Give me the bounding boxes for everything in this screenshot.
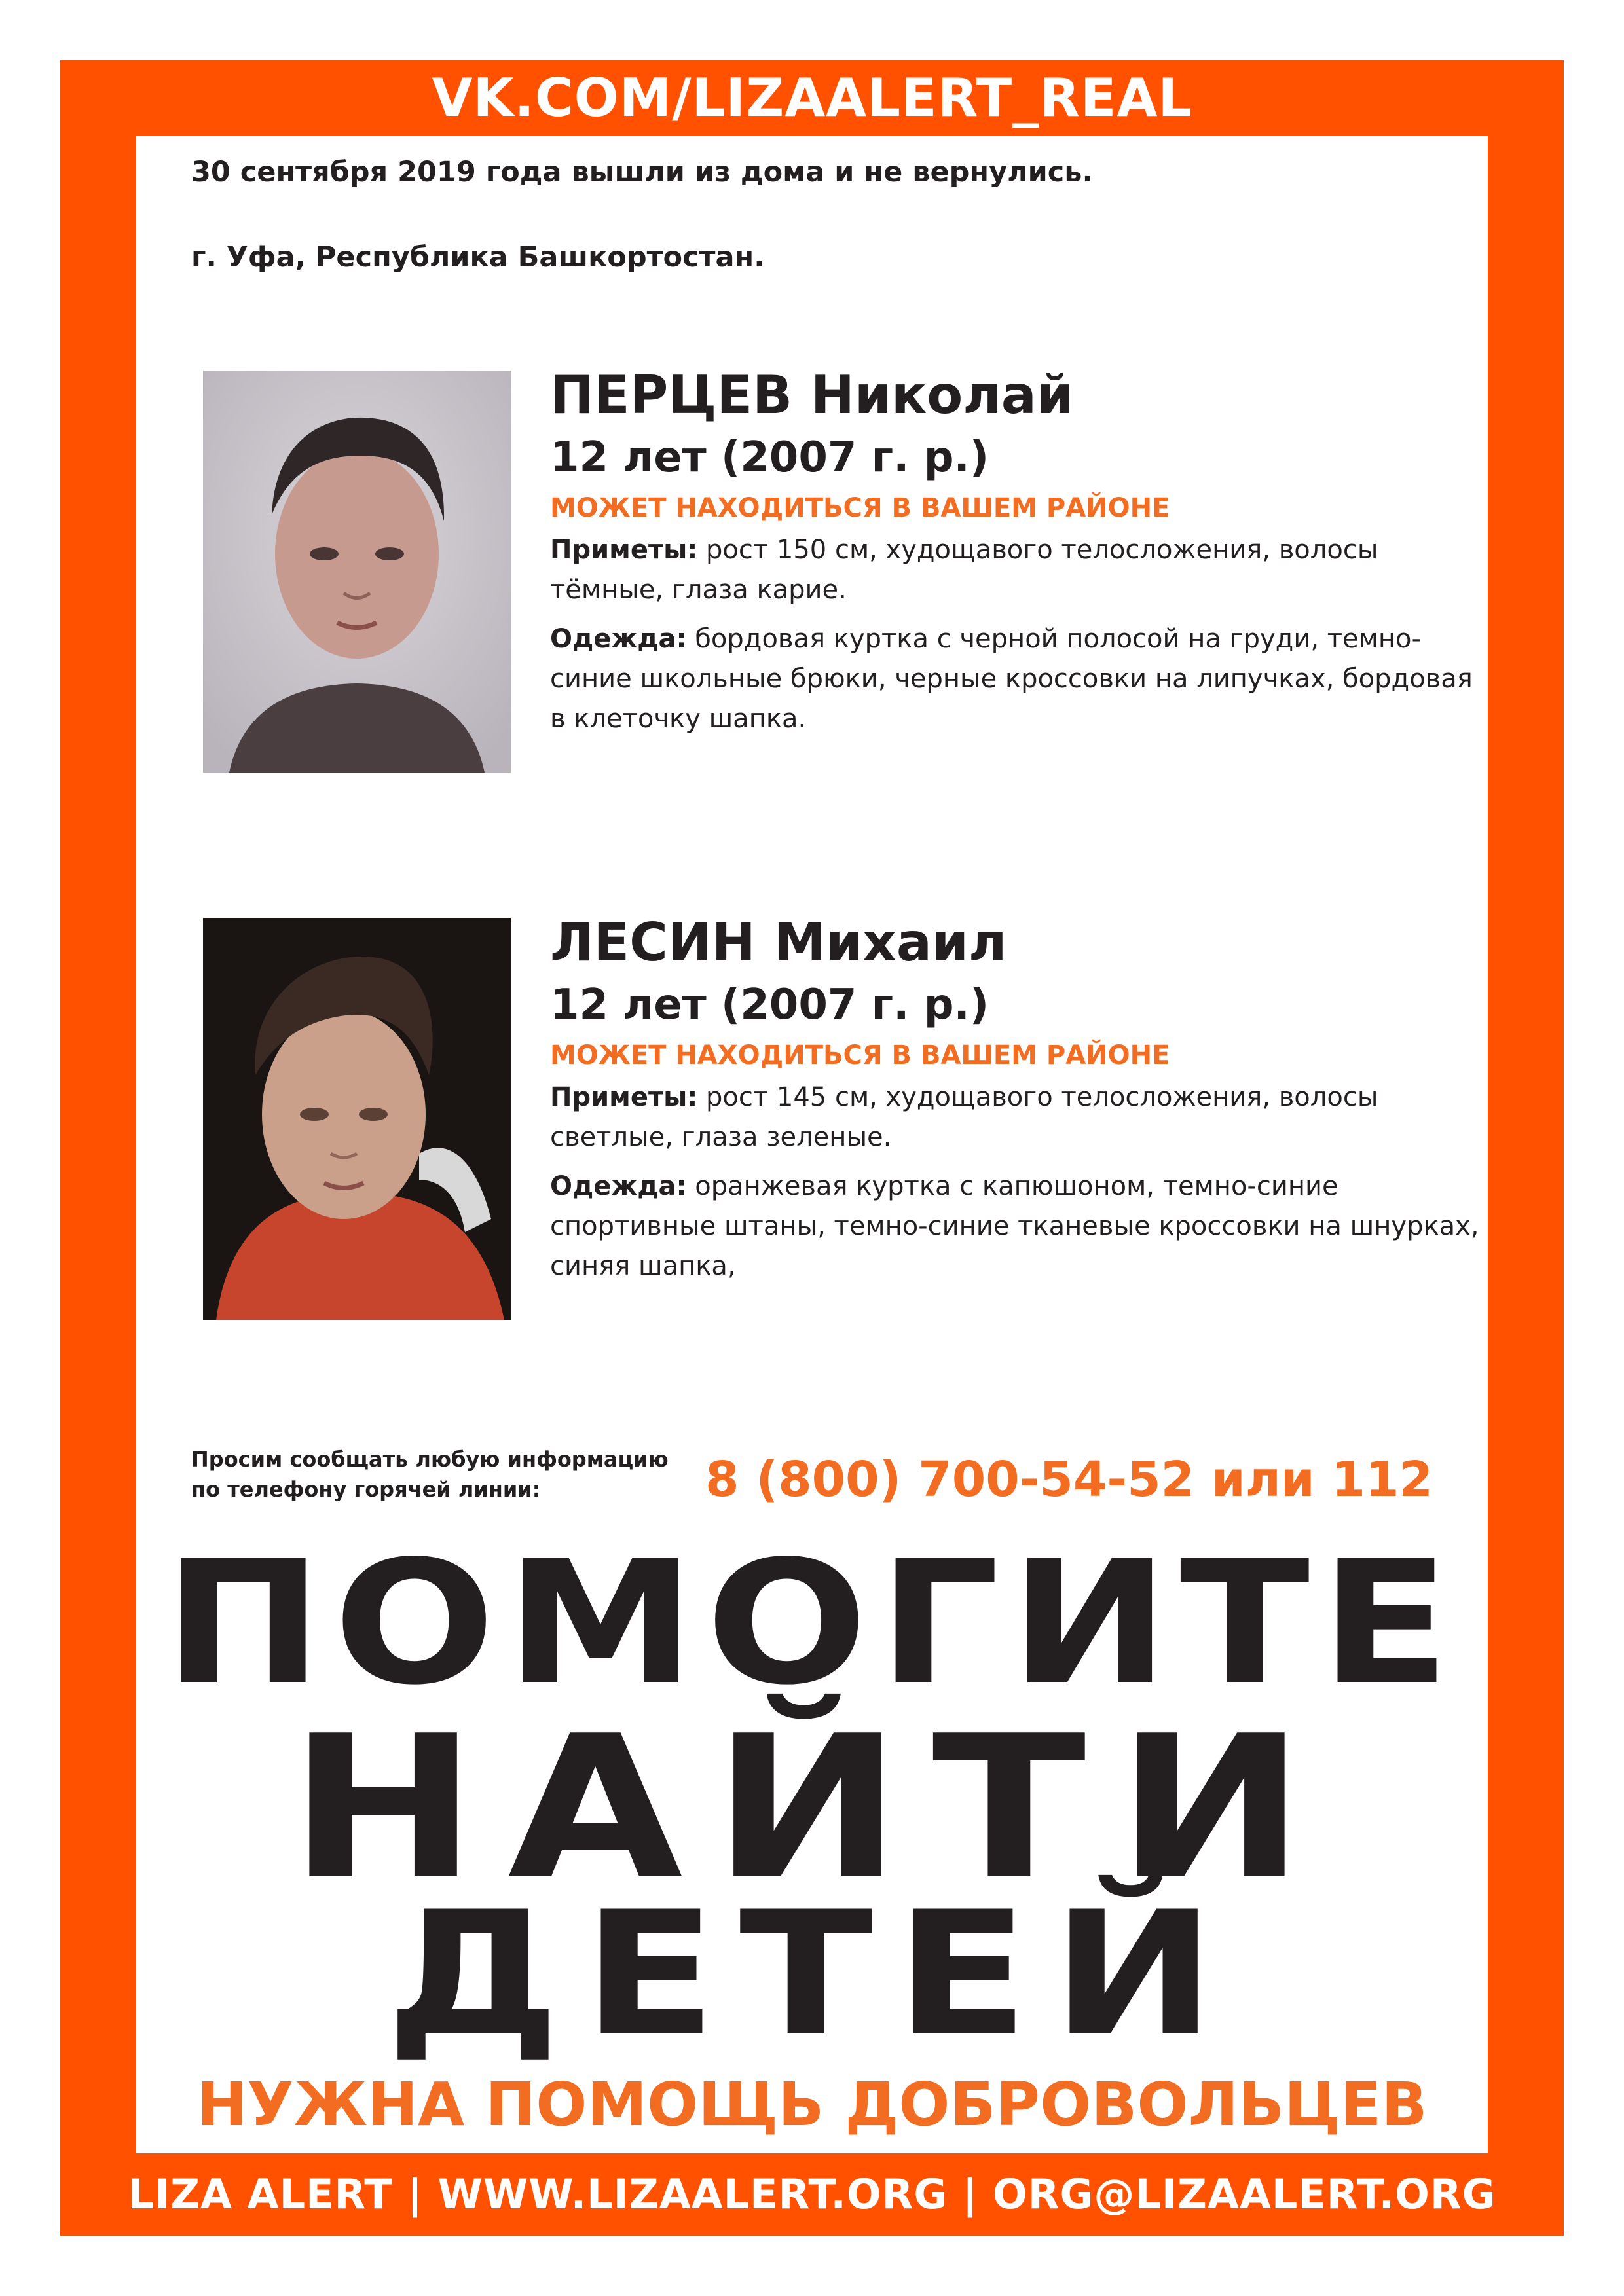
footer-links[interactable]: LIZA ALERT | WWW.LIZAALERT.ORG | ORG@LIZAALERT.ORG [128, 2170, 1496, 2218]
person-card-2 [550, 909, 1480, 1286]
intro-location-line: г. Уфа, Республика Башкортостан. [191, 241, 765, 274]
clothes-paragraph [550, 1167, 1480, 1286]
headline-find: НАЙТИ [288, 1694, 1336, 1922]
vk-link[interactable]: VK.COM/LIZAALERT_REAL [432, 67, 1192, 128]
hotline-request-line-2: по телефону горячей линии: [191, 1477, 541, 1502]
person-name: ПЕРЦЕВ Николай [550, 365, 1073, 426]
clothes-text: оранжевая куртка с капюшоном, темно-синие спортивные штаны, темно-синие тканевые кроссовки на шнурках, синяя шапка, [550, 1171, 1479, 1281]
clothes-label: Одежда: [550, 624, 687, 654]
person-name: ЛЕСИН Михаил [550, 912, 1007, 973]
signs-text: рост 150 см, худощавого телосложения, волосы тёмные, глаза карие. [550, 535, 1378, 605]
signs-label: Приметы: [550, 1082, 698, 1112]
signs-text: рост 145 см, худощавого телосложения, волосы светлые, глаза зеленые. [550, 1082, 1378, 1152]
headline-help: ПОМОГИТЕ [163, 1525, 1461, 1722]
signs-label: Приметы: [550, 535, 698, 565]
photo-person-2 [203, 918, 511, 1320]
volunteers-needed: НУЖНА ПОМОЩЬ ДОБРОВОЛЬЦЕВ [196, 2069, 1428, 2140]
hotline-request-line-1: Просим сообщать любую информацию [191, 1447, 669, 1472]
clothes-label: Одежда: [550, 1171, 687, 1201]
person-age: 12 лет (2007 г. р.) [550, 433, 989, 482]
may-be-nearby-note: МОЖЕТ НАХОДИТЬСЯ В ВАШЕМ РАЙОНЕ [550, 493, 1170, 523]
photo-person-1 [203, 371, 511, 773]
person-age: 12 лет (2007 г. р.) [550, 981, 989, 1029]
intro-date-line: 30 сентября 2019 года вышли из дома и не вернулись. [191, 156, 1093, 189]
clothes-paragraph [550, 619, 1480, 739]
hotline-phone[interactable]: 8 (800) 700-54-52 или 112 [705, 1451, 1433, 1508]
may-be-nearby-note: МОЖЕТ НАХОДИТЬСЯ В ВАШЕМ РАЙОНЕ [550, 1040, 1170, 1070]
signs-paragraph [550, 530, 1480, 610]
signs-paragraph [550, 1078, 1480, 1157]
person-card-1 [550, 361, 1480, 739]
hotline-request [191, 1444, 669, 1504]
clothes-text: бордовая куртка с черной полосой на груди, темно-синие школьные брюки, черные кроссовки на липучках, бордовая в клеточку шапка. [550, 624, 1473, 734]
headline-children: ДЕТЕЙ [386, 1876, 1238, 2073]
